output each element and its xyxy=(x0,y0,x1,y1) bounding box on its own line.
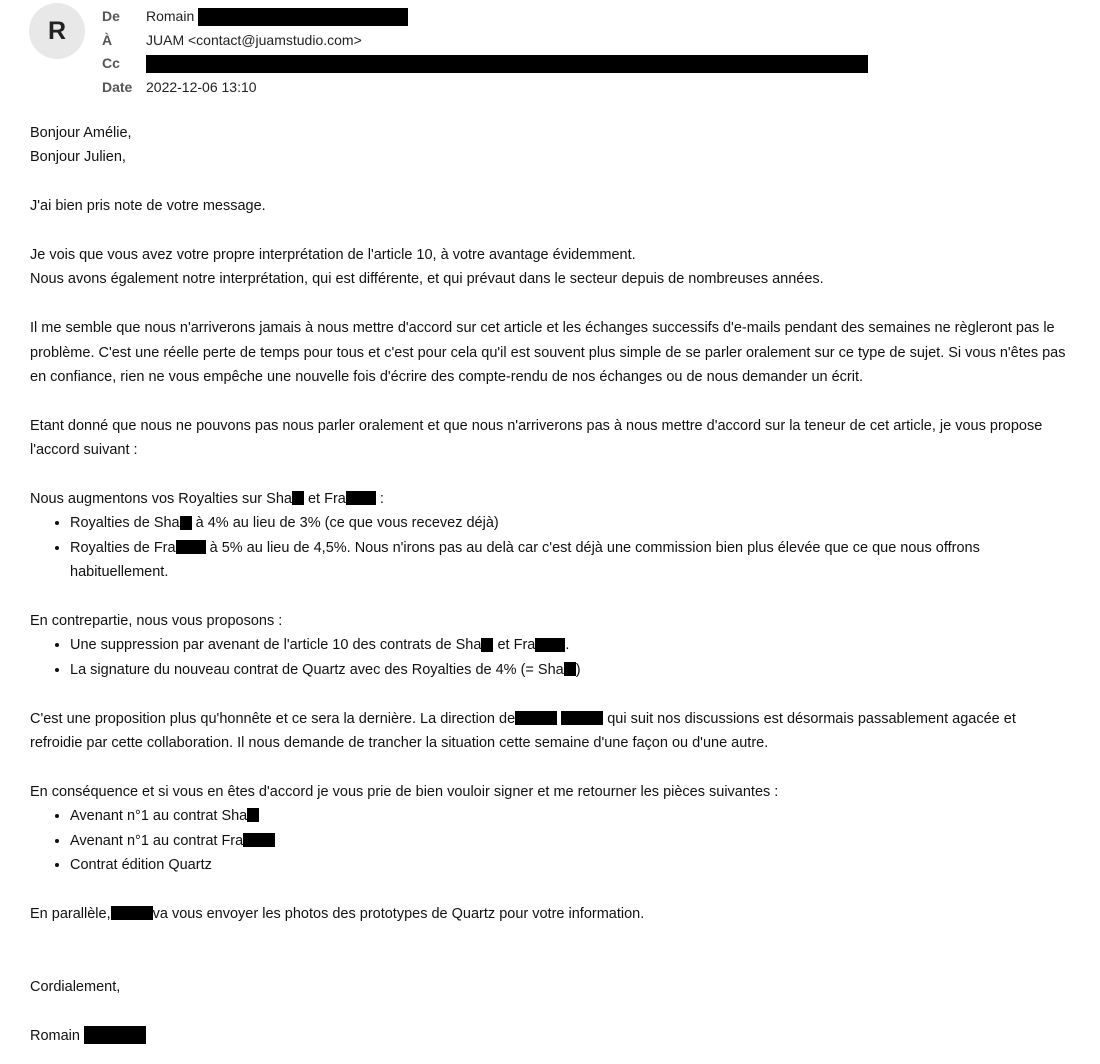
date-value: 2022-12-06 13:10 xyxy=(146,78,257,95)
list-item: • Une suppression par avenant de l'article 10 des contrats de Sha et Fra . xyxy=(70,633,1070,657)
redaction-block xyxy=(535,638,565,652)
list-item: • Avenant n°1 au contrat Fra xyxy=(70,829,1070,853)
paragraph: En parallèle, va vous envoyer les photos des prototypes de Quartz pour votre information. xyxy=(30,905,645,922)
list-item: • Avenant n°1 au contrat Sha xyxy=(70,804,1070,828)
redaction-block xyxy=(564,662,576,676)
list-item: • Royalties de Fra à 5% au lieu de 4,5%. Nous n'irons pas au delà car c'est déjà une commission bien plus élevée que ce que nous offrons habituellement. xyxy=(70,536,1070,585)
email-header xyxy=(102,5,868,99)
date-label: Date xyxy=(102,78,133,95)
redaction-block xyxy=(247,808,259,822)
redaction-block xyxy=(243,833,275,847)
redaction-block xyxy=(176,540,206,554)
counterpart-list xyxy=(30,633,1070,682)
redaction-block xyxy=(561,711,603,725)
greeting-line: Bonjour Julien, xyxy=(30,149,126,166)
paragraph: En conséquence et si vous en êtes d'accord je vous prie de bien vouloir signer et me retourner les pièces suivantes : xyxy=(30,783,779,800)
date-row xyxy=(102,76,868,100)
redaction-block xyxy=(481,638,493,652)
paragraph: C'est une proposition plus qu'honnête et ce sera la dernière. La direction de qui suit nos discussions est désormais passablement agacée et refroidie par cette collaboration. Il nous demande de trancher la situation cette semaine d'une façon ou d'une autre. xyxy=(30,710,1016,752)
email-body xyxy=(30,121,1070,1048)
paragraph: J'ai bien pris note de votre message. xyxy=(30,198,266,215)
redaction-block xyxy=(111,906,153,920)
redaction-block xyxy=(515,711,557,725)
list-item: • Contrat édition Quartz xyxy=(70,853,1070,877)
redaction-block xyxy=(146,55,868,73)
redaction-block xyxy=(198,8,408,26)
paragraph: En contrepartie, nous vous proposons : xyxy=(30,613,283,630)
paragraph: Il me semble que nous n'arriverons jamais à nous mettre d'accord sur cet article et les échanges successifs d'e-mails pendant des semaines ne règleront pas le problème. C'est une réelle perte de temps pour tous et c'est pour cela qu'il est souvent plus simple de se parler oralement sur ce type de sujet. Si vous n'êtes pas en confiance, rien ne vous empêche une nouvelle fois d'écrire des compte-rendu de nos échanges ou de nous demander un écrit. xyxy=(30,320,1066,386)
paragraph: Je vois que vous avez votre propre interprétation de l'article 10, à votre avantage évidemment. xyxy=(30,247,636,263)
avatar xyxy=(29,3,85,59)
from-row xyxy=(102,5,868,29)
cc-value[interactable] xyxy=(146,52,868,76)
avatar-initial: R xyxy=(47,16,67,45)
royalties-list xyxy=(30,511,1070,584)
paragraph: Etant donné que nous ne pouvons pas nous parler oralement et que nous n'arriverons pas à nous mettre d'accord sur la teneur de cet article, je vous propose l'accord suivant : xyxy=(30,417,1043,459)
list-item: • Royalties de Sha à 4% au lieu de 3% (ce que vous recevez déjà) xyxy=(70,511,1070,535)
to-label: À xyxy=(102,31,113,48)
to-row xyxy=(102,29,868,53)
cc-row xyxy=(102,52,868,76)
paragraph: Nous avons également notre interprétation, qui est différente, et qui prévaut dans le secteur depuis de nombreuses années. xyxy=(30,271,824,288)
greeting-line: Bonjour Amélie, xyxy=(30,125,132,141)
from-label: De xyxy=(102,8,120,24)
documents-list xyxy=(30,804,1070,877)
to-value[interactable]: JUAM <contact@juamstudio.com> xyxy=(146,31,362,48)
closing-line: Cordialement, xyxy=(30,979,121,996)
redaction-block xyxy=(180,516,192,530)
redaction-block xyxy=(346,491,376,505)
signature-line: Romain xyxy=(30,1024,1070,1048)
paragraph: Nous augmentons vos Royalties sur Sha et Fra : xyxy=(30,491,384,508)
redaction-block xyxy=(292,491,304,505)
cc-label: Cc xyxy=(102,55,120,71)
list-item: • La signature du nouveau contrat de Quartz avec des Royalties de 4% (= Sha ) xyxy=(70,658,1070,682)
from-value[interactable]: Romain xyxy=(146,5,408,29)
redaction-block xyxy=(84,1026,146,1044)
